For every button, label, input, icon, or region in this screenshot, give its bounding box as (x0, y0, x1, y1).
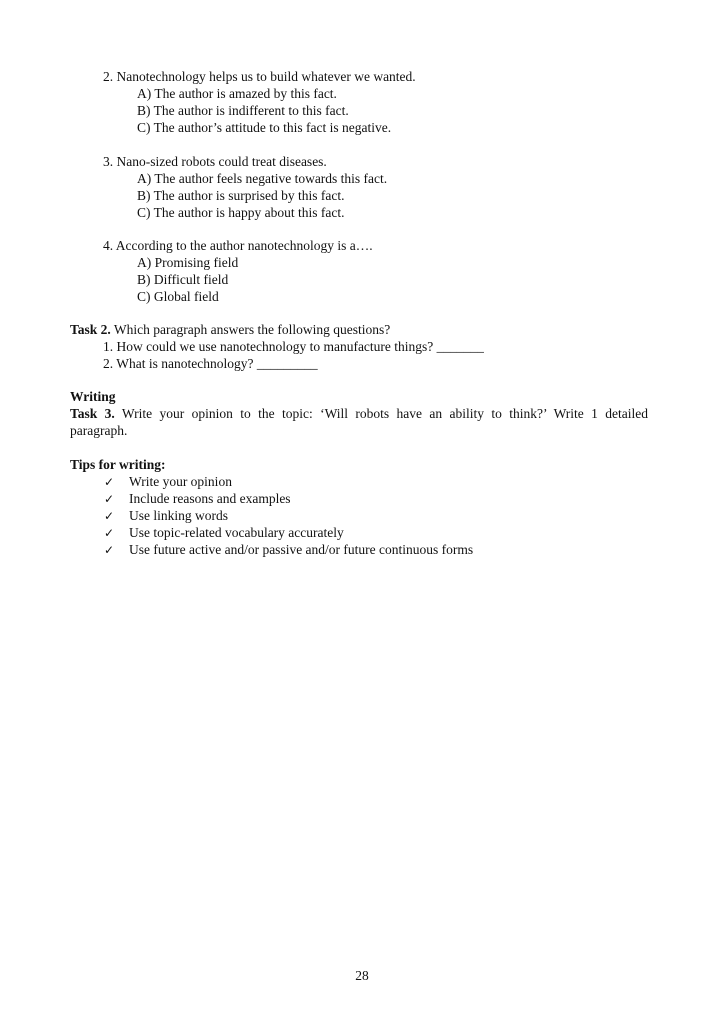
question-2 (103, 68, 663, 136)
answer-option: B) Difficult field (137, 272, 229, 287)
question-stem: 2. Nanotechnology helps us to build whatever we wanted. (103, 69, 416, 84)
tip-text: Use linking words (129, 508, 228, 523)
tips-title: Tips for writing: (70, 457, 166, 472)
question-stem: 3. Nano-sized robots could treat diseases. (103, 154, 327, 169)
task-2-question: 2. What is nanotechnology? _________ (103, 356, 318, 371)
answer-option: A) Promising field (137, 255, 239, 270)
answer-option: C) Global field (137, 289, 219, 304)
tip-item (104, 473, 604, 490)
tip-item (104, 541, 604, 558)
tip-item (104, 490, 604, 507)
task-2-question: 1. How could we use nanotechnology to manufacture things? _______ (103, 339, 484, 354)
question-3 (103, 153, 663, 221)
answer-option: C) The author is happy about this fact. (137, 205, 345, 220)
tip-text: Include reasons and examples (129, 491, 291, 506)
check-mark-icon: ✓ (104, 492, 115, 506)
tip-item (104, 507, 604, 524)
task-2-instruction: Which paragraph answers the following questions? (110, 322, 391, 337)
question-stem: 4. According to the author nanotechnology is a…. (103, 238, 373, 253)
answer-option: C) The author’s attitude to this fact is negative. (137, 120, 392, 135)
task-3-label: Task 3. (70, 406, 115, 421)
tip-text: Write your opinion (129, 474, 232, 489)
question-4 (103, 237, 663, 305)
task-2-label: Task 2. (70, 322, 111, 337)
tip-text: Use future active and/or passive and/or future continuous forms (129, 542, 474, 557)
check-mark-icon: ✓ (104, 526, 115, 540)
check-mark-icon: ✓ (104, 543, 115, 557)
page-number: 28 (355, 968, 369, 983)
tips-list (104, 473, 604, 558)
task-2 (70, 321, 650, 372)
answer-option: B) The author is surprised by this fact. (137, 188, 345, 203)
task-3-line: paragraph. (70, 423, 128, 438)
task-3-line (70, 405, 648, 422)
answer-option: B) The author is indifferent to this fact. (137, 103, 349, 118)
check-mark-icon: ✓ (104, 475, 115, 489)
answer-option: A) The author is amazed by this fact. (137, 86, 337, 101)
task-3-instruction: Write your opinion to the topic: ‘Will robots have an ability to think?’ Write 1 detailed (114, 406, 649, 421)
section-heading-writing: Writing (70, 389, 116, 404)
task-2-heading (70, 321, 650, 338)
answer-option: A) The author feels negative towards this fact. (137, 171, 388, 186)
check-mark-icon: ✓ (104, 509, 115, 523)
tip-item (104, 524, 604, 541)
tip-text: Use topic-related vocabulary accurately (129, 525, 344, 540)
task-3 (70, 405, 648, 439)
